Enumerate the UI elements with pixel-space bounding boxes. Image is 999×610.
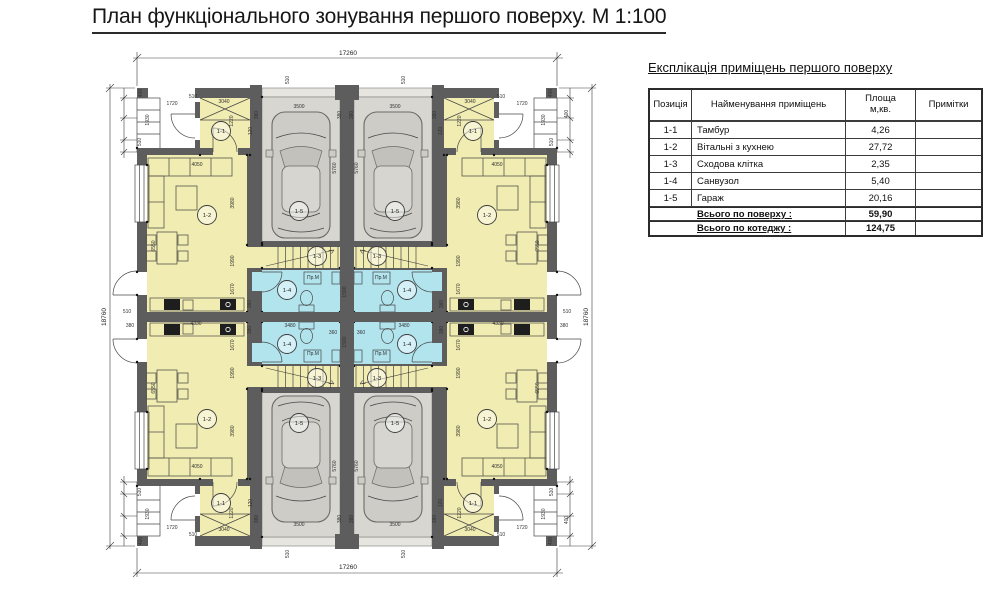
dimension-label: 1670 bbox=[230, 283, 236, 295]
room-marker-label: 1-4 bbox=[282, 342, 292, 348]
dimension-label: 1930 bbox=[145, 508, 151, 520]
dimension-label: 6550 bbox=[535, 240, 541, 252]
dimension-label: 510 bbox=[285, 75, 291, 85]
room-marker-label: 1-1 bbox=[468, 501, 478, 507]
dimension-label: 380 bbox=[349, 110, 355, 120]
dimension-label: 380 bbox=[349, 514, 355, 524]
room-marker-label: 1-1 bbox=[216, 129, 226, 135]
room-marker-label: 1-4 bbox=[282, 288, 292, 294]
dimension-label: 4330 bbox=[190, 321, 202, 327]
row-area: 2,35 bbox=[846, 156, 916, 173]
dimension-label: 380 bbox=[337, 514, 343, 524]
dimension-label: 380 bbox=[439, 325, 445, 335]
room-marker-label: 1-2 bbox=[202, 213, 212, 219]
row-position: 1-3 bbox=[650, 156, 692, 173]
total-notes bbox=[916, 207, 981, 221]
room-marker-label: 1-1 bbox=[216, 501, 226, 507]
dimension-label: 360 bbox=[328, 330, 338, 336]
dimension-label: Пр.М bbox=[307, 275, 319, 281]
room-marker-label: 1-3 bbox=[312, 376, 322, 382]
dimension-label: 1220 bbox=[457, 507, 463, 519]
dimension-label: 510 bbox=[401, 75, 407, 85]
row-notes bbox=[916, 190, 981, 207]
dimension-label: 3040 bbox=[464, 527, 476, 533]
dimension-label: 1930 bbox=[541, 508, 547, 520]
room-marker-label: 1-4 bbox=[402, 342, 412, 348]
room-marker-label: 1-4 bbox=[402, 288, 412, 294]
dimension-label: 1220 bbox=[229, 115, 235, 127]
dimension-label: 510 bbox=[496, 532, 506, 538]
total-area: 59,90 bbox=[846, 207, 916, 221]
dimension-label: 1990 bbox=[230, 255, 236, 267]
dimension-label: 1990 bbox=[456, 367, 462, 379]
dimension-label: 380 bbox=[432, 110, 438, 120]
dimension-label: 510 bbox=[137, 487, 143, 497]
dimension-label: 1990 bbox=[230, 367, 236, 379]
row-position: 1-1 bbox=[650, 122, 692, 139]
dimension-label: 17260 bbox=[338, 564, 358, 571]
dimension-label: 1670 bbox=[456, 339, 462, 351]
dimension-label: Пр.М bbox=[307, 351, 319, 357]
dimension-label: 380 bbox=[559, 323, 569, 329]
dimension-label: 3500 bbox=[389, 104, 401, 110]
dimension-label: 3040 bbox=[464, 99, 476, 105]
dimension-label: 18760 bbox=[101, 307, 108, 327]
dimension-label: 400 bbox=[564, 515, 570, 525]
dimension-label: 120 bbox=[248, 498, 254, 508]
row-notes bbox=[916, 156, 981, 173]
dimension-label: 510 bbox=[188, 94, 198, 100]
dimension-label: 4050 bbox=[191, 162, 203, 168]
dimension-label: 6550 bbox=[151, 240, 157, 252]
row-position: 1-4 bbox=[650, 173, 692, 190]
dimension-label: 6550 bbox=[535, 382, 541, 394]
room-marker-label: 1-2 bbox=[202, 417, 212, 423]
room-marker-label: 1-5 bbox=[390, 421, 400, 427]
dimension-label: 1720 bbox=[166, 101, 178, 107]
row-position: 1-2 bbox=[650, 139, 692, 156]
dimension-label: Пр.М bbox=[375, 275, 387, 281]
explication-table bbox=[648, 88, 983, 237]
dimension-label: 3500 bbox=[389, 522, 401, 528]
dimension-label: 380 bbox=[254, 514, 260, 524]
dimension-label: 1220 bbox=[457, 115, 463, 127]
dimension-label: 510 bbox=[401, 549, 407, 559]
dimension-label: 400 bbox=[138, 536, 144, 546]
column-header-area bbox=[846, 90, 916, 122]
dimension-label: 510 bbox=[122, 309, 132, 315]
dimension-label: 380 bbox=[439, 299, 445, 309]
area-header-line2: м,кв. bbox=[869, 104, 891, 115]
dimension-label: 510 bbox=[549, 487, 555, 497]
dimension-label: 1720 bbox=[516, 101, 528, 107]
total-area: 124,75 bbox=[846, 221, 916, 235]
unit-top-right bbox=[353, 85, 582, 313]
room-marker-label: 1-5 bbox=[390, 209, 400, 215]
dimension-label: 1590 bbox=[342, 286, 348, 298]
dimension-label: 400 bbox=[138, 88, 144, 98]
dimension-label: 1720 bbox=[166, 525, 178, 531]
dimension-label: 510 bbox=[496, 94, 506, 100]
dimension-label: 17260 bbox=[338, 50, 358, 57]
dimension-label: 3480 bbox=[398, 323, 410, 329]
dimension-label: 5760 bbox=[332, 460, 338, 472]
dimension-label: 4050 bbox=[191, 464, 203, 470]
room-marker-label: 1-3 bbox=[372, 254, 382, 260]
dimension-label: 5760 bbox=[354, 460, 360, 472]
dimension-label: 1930 bbox=[541, 114, 547, 126]
dimension-label: 380 bbox=[254, 110, 260, 120]
dimension-label: 1220 bbox=[229, 507, 235, 519]
page-title: План функціонального зонування першого поверху. М 1:100 bbox=[92, 5, 666, 34]
row-area: 5,40 bbox=[846, 173, 916, 190]
dimension-label: 400 bbox=[548, 536, 554, 546]
row-area: 27,72 bbox=[846, 139, 916, 156]
row-notes bbox=[916, 173, 981, 190]
dimension-label: 5760 bbox=[354, 162, 360, 174]
room-marker-label: 1-5 bbox=[294, 209, 304, 215]
dimension-label: 400 bbox=[548, 88, 554, 98]
dimension-label: 120 bbox=[248, 126, 254, 136]
row-notes bbox=[916, 122, 981, 139]
dimension-label: 510 bbox=[562, 309, 572, 315]
dimension-label: 6550 bbox=[151, 382, 157, 394]
dimension-label: 3980 bbox=[456, 425, 462, 437]
dimension-label: 120 bbox=[438, 498, 444, 508]
room-marker-label: 1-2 bbox=[482, 417, 492, 423]
room-marker-label: 1-5 bbox=[294, 421, 304, 427]
dimension-label: Пр.М bbox=[375, 351, 387, 357]
room-marker-label: 1-2 bbox=[482, 213, 492, 219]
dimension-label: 1720 bbox=[516, 525, 528, 531]
dimension-label: 360 bbox=[356, 330, 366, 336]
dimension-label: 380 bbox=[337, 110, 343, 120]
row-position: 1-5 bbox=[650, 190, 692, 207]
column-header-position: Позиція bbox=[650, 90, 692, 122]
dimension-label: 380 bbox=[432, 514, 438, 524]
room-marker-label: 1-1 bbox=[468, 129, 478, 135]
total-notes bbox=[916, 221, 981, 235]
column-header-name: Найменування приміщень bbox=[692, 90, 846, 122]
dimension-label: 3500 bbox=[293, 522, 305, 528]
room-marker-label: 1-3 bbox=[372, 376, 382, 382]
column-header-notes: Примітки bbox=[916, 90, 981, 122]
area-header-line1: Площа bbox=[865, 93, 896, 105]
dimension-label: 3980 bbox=[230, 197, 236, 209]
dimension-label: 1930 bbox=[145, 114, 151, 126]
dimension-label: 3500 bbox=[293, 104, 305, 110]
row-name: Тамбур bbox=[692, 122, 846, 139]
row-area: 4,26 bbox=[846, 122, 916, 139]
dimension-label: 3980 bbox=[456, 197, 462, 209]
dimension-label: 3980 bbox=[230, 425, 236, 437]
dimension-label: 510 bbox=[188, 532, 198, 538]
dimension-label: 510 bbox=[285, 549, 291, 559]
dimension-label: 510 bbox=[137, 137, 143, 147]
dimension-label: 3040 bbox=[218, 99, 230, 105]
dimension-label: 1670 bbox=[456, 283, 462, 295]
dimension-label: 4050 bbox=[491, 464, 503, 470]
dimension-label: 18760 bbox=[583, 307, 590, 327]
dimension-label: 4330 bbox=[492, 321, 504, 327]
explication-title: Експлікація приміщень першого поверху bbox=[648, 60, 893, 75]
row-area: 20,16 bbox=[846, 190, 916, 207]
dimension-label: 1590 bbox=[342, 336, 348, 348]
row-name: Санвузол bbox=[692, 173, 846, 190]
room-marker-label: 1-3 bbox=[312, 254, 322, 260]
unit-bottom-right bbox=[353, 321, 582, 549]
row-name: Вітальні з кухнею bbox=[692, 139, 846, 156]
dimension-label: 5760 bbox=[332, 162, 338, 174]
total-name: Всього по поверху : bbox=[650, 207, 846, 221]
dimension-label: 1990 bbox=[456, 255, 462, 267]
row-notes bbox=[916, 139, 981, 156]
dimension-label: 380 bbox=[247, 299, 253, 309]
dimension-label: 1670 bbox=[230, 339, 236, 351]
row-name: Сходова клітка bbox=[692, 156, 846, 173]
dimension-label: 380 bbox=[125, 323, 135, 329]
total-name: Всього по котеджу : bbox=[650, 221, 846, 235]
dimension-label: 510 bbox=[549, 137, 555, 147]
dimension-label: 380 bbox=[247, 325, 253, 335]
dimension-label: 4050 bbox=[491, 162, 503, 168]
dimension-label: 120 bbox=[438, 126, 444, 136]
dimension-label: 3480 bbox=[284, 323, 296, 329]
row-name: Гараж bbox=[692, 190, 846, 207]
dimension-label: 400 bbox=[564, 109, 570, 119]
dimension-label: 3040 bbox=[218, 527, 230, 533]
